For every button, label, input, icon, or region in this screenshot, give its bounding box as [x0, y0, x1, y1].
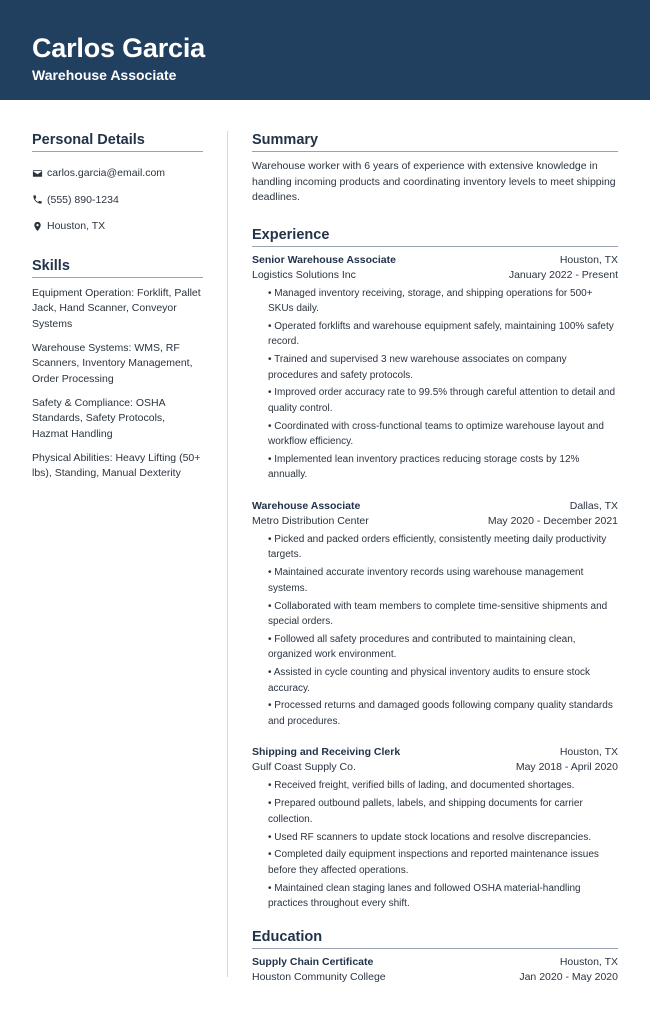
candidate-role: Warehouse Associate	[32, 67, 177, 83]
skill-item: Warehouse Systems: WMS, RF Scanners, Inventory Management, Order Processing	[32, 341, 193, 385]
job-bullet: • Followed all safety procedures and contributed to maintaining clean, organized work environment.	[268, 633, 576, 661]
job-location: Houston, TX	[559, 746, 618, 759]
skills-heading: Skills	[32, 257, 203, 278]
job-bullets	[252, 778, 618, 911]
resume-header	[0, 0, 650, 100]
right-column	[252, 131, 618, 985]
job-bullet: • Assisted in cycle counting and physical inventory audits to ensure stock accuracy.	[268, 667, 591, 694]
email-icon	[32, 168, 43, 179]
skill-item: Equipment Operation: Forklift, Pallet Jack, Hand Scanner, Conveyor Systems	[32, 286, 201, 330]
job-title: Warehouse Associate	[252, 499, 361, 512]
education-location: Houston, TX	[559, 955, 618, 968]
contact-email-text: carlos.garcia@email.com	[47, 167, 166, 180]
skill-item: Physical Abilities: Heavy Lifting (50+ lbs), Standing, Manual Dexterity	[32, 451, 201, 479]
job-location: Houston, TX	[559, 253, 618, 266]
job-bullet: • Coordinated with cross-functional teams to optimize warehouse layout and workflow efficiency.	[268, 420, 604, 448]
education-heading: Education	[252, 928, 618, 949]
contact-location	[32, 213, 203, 240]
job-bullet: • Completed daily equipment inspections and reported maintenance issues before they affected operations.	[268, 849, 599, 876]
job-bullet: • Operated forklifts and warehouse equipment safely, maintaining 100% safety record.	[268, 320, 614, 348]
skills-list	[32, 286, 203, 482]
phone-icon	[32, 194, 43, 205]
education-school: Houston Community College	[252, 970, 386, 983]
job-dates: May 2020 - December 2021	[487, 514, 618, 527]
job-company: Logistics Solutions Inc	[252, 268, 356, 281]
job-bullet: • Trained and supervised 3 new warehouse associates on company procedures and safety protocols.	[268, 354, 567, 381]
job-bullets	[252, 286, 618, 483]
contact-list	[32, 160, 203, 240]
job-bullet: • Processed returns and damaged goods following company quality standards and procedures.	[268, 700, 613, 727]
job-bullet: • Maintained accurate inventory records using warehouse management systems.	[268, 567, 584, 594]
job-bullet: • Maintained clean staging lanes and followed OSHA material-handling practices throughout every shift.	[268, 882, 581, 910]
education-entry	[252, 955, 618, 985]
summary-heading: Summary	[252, 131, 618, 152]
contact-phone[interactable]	[32, 187, 203, 214]
location-icon	[32, 221, 43, 232]
column-divider	[227, 131, 228, 977]
contact-email[interactable]	[32, 160, 203, 187]
education-dates: Jan 2020 - May 2020	[519, 970, 618, 983]
job-entry	[252, 745, 618, 911]
job-bullet: • Picked and packed orders efficiently, consistently meeting daily productivity targets.	[268, 533, 607, 561]
job-bullet: • Received freight, verified bills of lading, and documented shortages.	[268, 780, 575, 792]
job-bullet: • Prepared outbound pallets, labels, and shipping documents for carrier collection.	[268, 798, 583, 825]
contact-phone-text: (555) 890-1234	[47, 193, 119, 206]
job-bullet: • Implemented lean inventory practices reducing storage costs by 12% annually.	[268, 453, 580, 481]
job-title: Senior Warehouse Associate	[252, 253, 396, 266]
job-company: Gulf Coast Supply Co.	[252, 761, 356, 774]
job-bullet: • Used RF scanners to update stock locations and resolve discrepancies.	[268, 831, 592, 843]
personal-details-heading: Personal Details	[32, 131, 203, 152]
education-degree: Supply Chain Certificate	[252, 955, 374, 968]
job-bullets	[252, 532, 618, 729]
job-location: Dallas, TX	[569, 499, 618, 512]
job-bullet: • Managed inventory receiving, storage, and shipping operations for 500+ SKUs daily.	[268, 287, 593, 314]
job-bullet: • Collaborated with team members to complete time-sensitive shipments and special orders.	[268, 600, 608, 628]
summary-text: Warehouse worker with 6 years of experience with extensive knowledge in handling incoming products and coordinating inventory levels to meet shipping deadlines.	[252, 160, 616, 203]
job-dates: January 2022 - Present	[508, 268, 618, 281]
job-entry	[252, 253, 618, 483]
left-column	[32, 131, 203, 490]
job-title: Shipping and Receiving Clerk	[252, 746, 401, 759]
job-dates: May 2018 - April 2020	[515, 761, 618, 774]
job-bullet: • Improved order accuracy rate to 99.5% through careful attention to detail and quality control.	[268, 387, 616, 414]
candidate-name: Carlos Garcia	[32, 33, 205, 63]
contact-location-text: Houston, TX	[47, 220, 106, 233]
job-company: Metro Distribution Center	[252, 514, 369, 527]
skill-item: Safety & Compliance: OSHA Standards, Safety Protocols, Hazmat Handling	[32, 396, 166, 440]
experience-heading: Experience	[252, 226, 618, 247]
job-entry	[252, 499, 618, 729]
